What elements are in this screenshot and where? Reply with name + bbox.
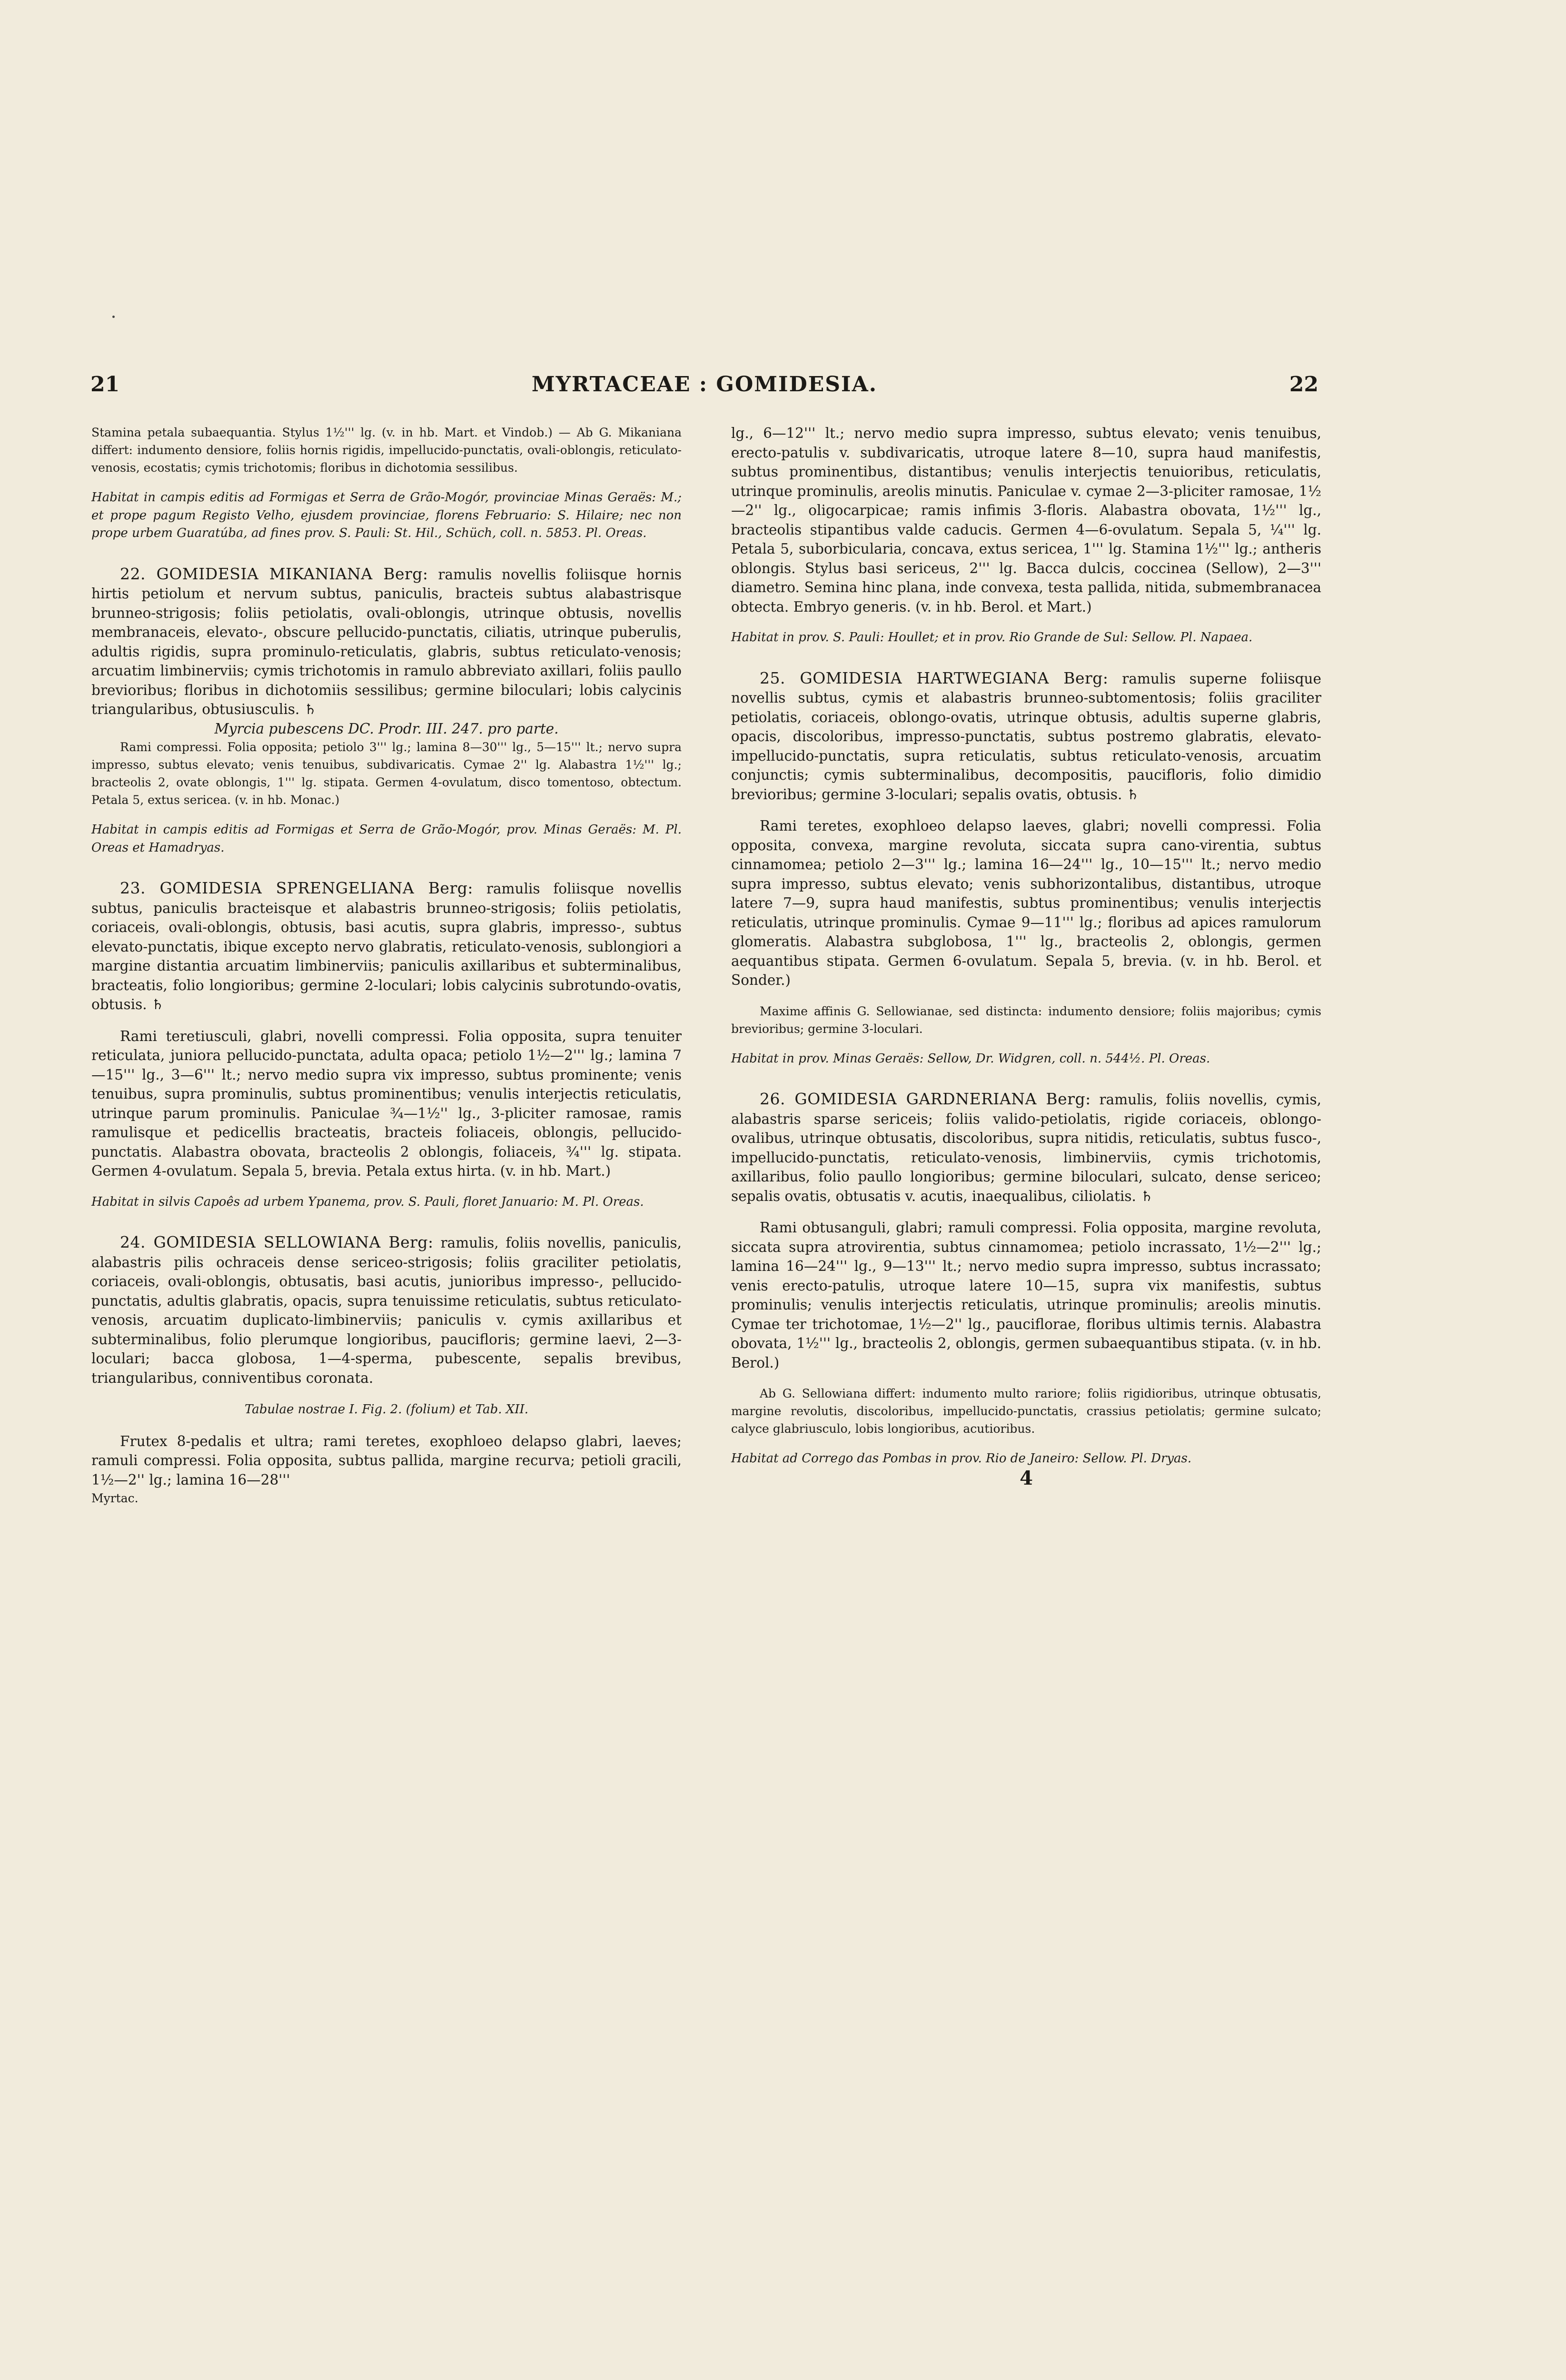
species-25-habitat: Habitat in prov. Minas Geraës: Sellow, Dr. Widgren, coll. n. 544½. Pl. Oreas. xyxy=(731,1051,1210,1066)
species-26-diagnosis: ramulis, foliis novellis, cymis, alabastris sparse sericeis; foliis valido-petiolatis, rigide coriaceis, oblongo-ovalibus, utrinque obtusatis, discoloribus, supra nitidis, reticulatis, subtus fusco-, impellucido-punctatis, reticulato-venosis, limbinerviis, cymis trichotomis, axillaribus, folio paullo longioribus; germine biloculari, sulcato, dense sericeo; sepalis ovatis, obtusatis v. acutis, inaequalibus, ciliolatis. ♄ xyxy=(731,1091,1321,1204)
running-header xyxy=(90,372,1318,410)
species-26-habitat: Habitat ad Corrego das Pombas in prov. Rio de Janeiro: Sellow. Pl. Dryas. xyxy=(731,1451,1192,1466)
left-column xyxy=(91,424,682,1507)
species-24-plate-reference: Tabulae nostrae I. Fig. 2. (folium) et Tab. XII. xyxy=(244,1402,529,1417)
species-22-heading: 22. GOMIDESIA MIKANIANA Berg: xyxy=(120,564,428,583)
page-number-left: 21 xyxy=(90,372,120,397)
signature-number: 4 xyxy=(1020,1467,1033,1489)
species-24-heading: 24. GOMIDESIA SELLOWIANA Berg: xyxy=(120,1233,434,1251)
signature-mark: Myrtac. xyxy=(91,1491,139,1505)
running-title: MYRTACEAE : GOMIDESIA. xyxy=(531,372,878,397)
page-number-right: 22 xyxy=(1289,372,1318,397)
species-23-description xyxy=(91,879,682,1014)
species-23-diagnosis: ramulis foliisque novellis subtus, paniculis bracteisque et alabastris brunneo-strigosis; foliis petiolatis, coriaceis, ovali-oblongis, obtusis, basi acutis, supra glabris, impresso-, subtus elevato-punctatis, ibique excepto nervo glabratis, reticulato-venosis, sublongiori a margine distantia arcuatim limbinerviis; paniculis axillaribus et subterminalibus, bracteatis, folio longioribus; germine 2-loculari; lobis calycinis subrotundo-ovatis, obtusis. ♄ xyxy=(91,881,682,1012)
species-22-details: Rami compressi. Folia opposita; petiolo 3''' lg.; lamina 8—30''' lg., 5—15''' lt.; nervo supra impresso, subtus elevato; venis tenuibus, subdivaricatis. Cymae 2'' lg. Alabastra 1½''' lg.; bracteolis 2, ovate oblongis, 1''' lg. stipata. Germen 4-ovulatum, disco tomentoso, obtectum. Petala 5, extus sericea. (v. in hb. Monac.) xyxy=(91,740,682,807)
species-22-description xyxy=(91,565,682,719)
species-22-synonym: Myrcia pubescens DC. Prodr. III. 247. pro parte. xyxy=(214,720,559,737)
species-26-comparison: Ab G. Sellowiana differt: indumento multo rariore; foliis rigidioribus, utrinque obtusatis, margine revolutis, discoloribus, impellucido-punctatis, crassius petiolatis; germine sulcato; calyce glabriusculo, lobis longioribus, acutioribus. xyxy=(731,1387,1321,1436)
speck-mark xyxy=(112,316,115,318)
species-25-comparison: Maxime affinis G. Sellowianae, sed distincta: indumento densiore; foliis majoribus; cymis brevioribus; germine 3-loculari. xyxy=(731,1004,1321,1036)
habitat-note-right: Habitat in prov. S. Pauli: Houllet; et in prov. Rio Grande de Sul: Sellow. Pl. Napaea. xyxy=(731,630,1253,645)
species-26-details: Rami obtusanguli, glabri; ramuli compressi. Folia opposita, margine revoluta, siccata supra atrovirentia, subtus cinnamomea; petiolo incrassato, 1½—2''' lg.; lamina 16—24''' lg., 9—13''' lt.; nervo medio supra impresso, subtus incrassato; venis erecto-patulis, utroque latere 10—15, supra vix manifestis, subtus prominulis; venulis interjectis reticulatis, utrinque prominulis; areolis minutis. Cymae ter trichotomae, 1½—2'' lg., pauciflorae, floribus ultimis ternis. Alabastra obovata, 1½''' lg., bracteolis 2, oblongis, germen subaequantibus stipata. (v. in hb. Berol.) xyxy=(731,1220,1321,1371)
right-column xyxy=(731,424,1321,1488)
species-25-heading: 25. GOMIDESIA HARTWEGIANA Berg: xyxy=(760,668,1109,687)
intro-paragraph: Stamina petala subaequantia. Stylus 1½''' lg. (v. in hb. Mart. et Vindob.) — Ab G. Mikaniana differt: indumento densiore, foliis hornis rigidis, impellucido-punctatis, ovali-oblongis, reticulato-venosis, ecostatis; cymis trichotomis; floribus in dichotomia sessilibus. xyxy=(91,426,682,475)
species-24-details: Frutex 8-pedalis et ultra; rami teretes, exophloeo delapso glabri, laeves; ramuli compressi. Folia opposita, subtus pallida, margine recurva; petioli gracili, 1½—2'' lg.; lamina 16—28''' xyxy=(91,1433,682,1488)
species-24-description xyxy=(91,1233,682,1388)
species-23-heading: 23. GOMIDESIA SPRENGELIANA Berg: xyxy=(120,879,473,897)
habitat-note: Habitat in campis editis ad Formigas et Serra de Grão-Mogór, provinciae Minas Geraës: M.; et prope pagum Registo Velho, ejusdem provinciae, florens Februario: S. Hilaire; nec non prope urbem Guaratúba, ad fines prov. S. Pauli: St. Hil., Schüch, coll. n. 5853. Pl. Oreas. xyxy=(91,490,682,540)
species-25-details: Rami teretes, exophloeo delapso laeves, glabri; novelli compressi. Folia opposita, convexa, margine revoluta, siccata supra cano-virentia, subtus cinnamomea; petiolo 2—3''' lg.; lamina 16—24''' lg., 10—15''' lt.; nervo medio supra impresso, subtus elevato; venis subhorizontalibus, distantibus, utroque latere 7—9, supra haud manifestis, subtus prominentibus; venulis interjectis reticulatis, utrinque prominulis. Cymae 9—11''' lg.; floribus ad apices ramulorum glomeratis. Alabastra subglobosa, 1''' lg., bracteolis 2, oblongis, germen aequantibus stipata. Germen 6-ovulatum. Sepala 5, brevia. (v. in hb. Berol. et Sonder.) xyxy=(731,818,1321,988)
species-23-details: Rami teretiusculi, glabri, novelli compressi. Folia opposita, supra tenuiter reticulata, juniora pellucido-punctata, adulta opaca; petiolo 1½—2''' lg.; lamina 7—15''' lg., 3—6''' lt.; nervo medio supra vix impresso, subtus prominente; venis tenuibus, supra prominulis, subtus prominentibus; venulis interjectis reticulatis, utrinque parum prominulis. Paniculae ¾—1½'' lg., 3-pliciter ramosae, ramis ramulisque et pedicellis bracteatis, bracteis foliaceis, oblongis, pellucido-punctatis. Alabastra obovata, bracteolis 2 oblongis, foliaceis, ¾''' lg. stipata. Germen 4-ovulatum. Sepala 5, brevia. Petala extus hirta. (v. in hb. Mart.) xyxy=(91,1028,682,1179)
species-25-description xyxy=(731,669,1321,804)
species-23-habitat: Habitat in silvis Capoês ad urbem Ypanema, prov. S. Pauli, floret Januario: M. Pl. Oreas. xyxy=(91,1194,644,1209)
species-22-diagnosis: ramulis novellis foliisque hornis hirtis petiolum et nervum subtus, paniculis, bracteis subtus alabastrisque brunneo-strigosis; foliis petiolatis, ovali-oblongis, utrinque obtusis, novellis membranaceis, elevato-, obscure pellucido-punctatis, ciliatis, utrinque puberulis, adultis rigidis, supra prominulo-reticulatis, glabris, subtus reticulato-venosis; arcuatim limbinerviis; cymis trichotomis in ramulo abbreviato axillari, foliis paullo brevioribus; floribus in dichotomiis sessilibus; germine biloculari; lobis calycinis triangularibus, obtusiusculis. ♄ xyxy=(91,566,682,717)
species-25-diagnosis: ramulis superne foliisque novellis subtus, cymis et alabastris brunneo-subtomentosis; foliis graciliter petiolatis, coriaceis, oblongo-ovatis, utrinque obtusis, adultis superne glabris, opacis, discoloribus, impresso-punctatis, subtus postremo glabratis, elevato-impellucido-punctatis, supra reticulatis, subtus reticulato-venosis, arcuatim conjunctis; cymis subterminalibus, decompositis, paucifloris, folio dimidio brevioribus; germine 3-loculari; sepalis ovatis, obtusis. ♄ xyxy=(731,670,1321,803)
species-22-habitat: Habitat in campis editis ad Formigas et Serra de Grão-Mogór, prov. Minas Geraës: M. Pl. Oreas et Hamadryas. xyxy=(91,823,682,855)
species-26-heading: 26. GOMIDESIA GARDNERIANA Berg: xyxy=(760,1090,1091,1108)
continued-paragraph: lg., 6—12''' lt.; nervo medio supra impresso, subtus elevato; venis tenuibus, erecto-patulis v. subdivaricatis, utroque latere 8—10, supra haud manifestis, subtus prominentibus, distantibus; venulis interjectis tenuioribus, reticulatis, utrinque prominulis, areolis minutis. Paniculae v. cymae 2—3-pliciter ramosae, 1½—2'' lg., oligocarpicae; ramis infimis 3-floris. Alabastra obovata, 1½''' lg., bracteolis stipantibus valde caducis. Germen 4—6-ovulatum. Sepala 5, ¼''' lg. Petala 5, suborbicularia, concava, extus sericea, 1''' lg. Stamina 1½''' lg.; antheris oblongis. Stylus basi sericeus, 2''' lg. Bacca dulcis, coccinea (Sellow), 2—3''' diametro. Semina hinc plana, inde convexa, testa pallida, nitida, submembranacea obtecta. Embryo generis. (v. in hb. Berol. et Mart.) xyxy=(731,425,1321,615)
species-26-description xyxy=(731,1090,1321,1206)
species-24-diagnosis: ramulis, foliis novellis, paniculis, alabastris pilis ochraceis dense sericeo-strigosis; foliis graciliter petiolatis, coriaceis, ovali-oblongis, obtusatis, basi acutis, junioribus impresso-, pellucido-punctatis, adultis glabratis, opacis, supra tenuissime reticulatis, subtus reticulato-venosis, arcuatim duplicato-limbinerviis; paniculis v. cymis axillaribus et subterminalibus, folio plerumque longioribus, paucifloris; germine laevi, 2—3-loculari; bacca globosa, 1—4-sperma, pubescente, sepalis brevibus, triangularibus, conniventibus coronata. xyxy=(91,1235,682,1386)
